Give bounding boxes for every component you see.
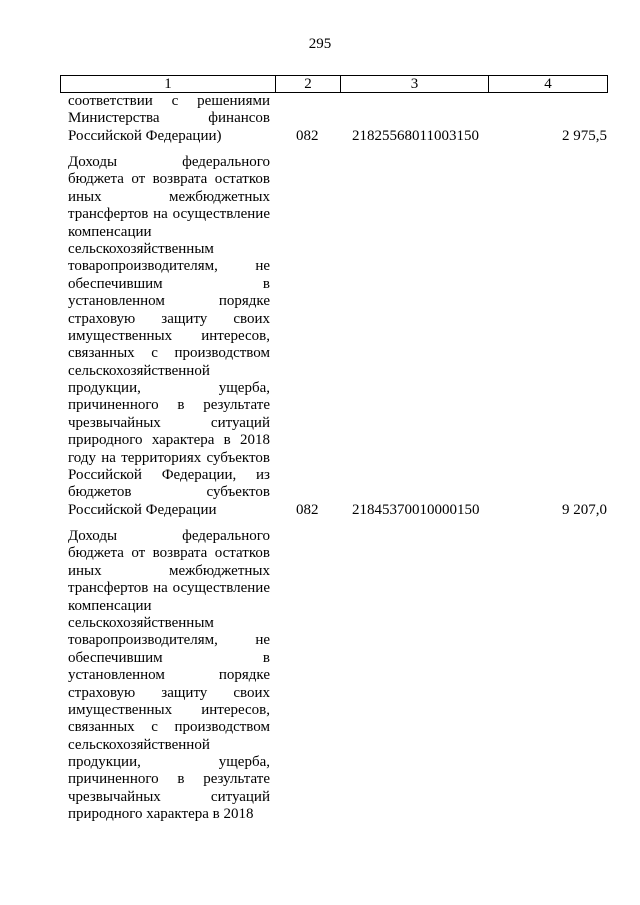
description-line: товаропроизводителям, не (68, 258, 270, 275)
description-line: компенсации (68, 223, 152, 240)
description-line: связанных с производством (68, 719, 270, 736)
description-line: имущественных интересов, (68, 701, 270, 718)
column-header-3: 3 (341, 76, 489, 92)
description-line: установленном порядке (68, 667, 270, 684)
description-line: трансфертов на осуществление (68, 580, 270, 597)
description-line: обеспечившим в (68, 275, 270, 292)
column-header-1: 1 (61, 76, 276, 92)
description-line: страховую защиту своих (68, 310, 270, 327)
description-line: продукции, ущерба, (68, 380, 270, 397)
table-header (60, 75, 608, 93)
description-line: установленном порядке (68, 293, 270, 310)
description-line: Доходы федерального (68, 154, 270, 170)
description-line: компенсации (68, 597, 152, 614)
description-line: сельскохозяйственным (68, 614, 214, 631)
amount: 9 207,0 (562, 502, 607, 518)
description-line: связанных с производством (68, 345, 270, 362)
description-line: бюджетов субъектов (68, 484, 270, 501)
description-line: чрезвычайных ситуаций (68, 788, 270, 805)
description-line: имущественных интересов, (68, 327, 270, 344)
description-line: природного характера в 2018 (68, 806, 254, 823)
description-line: сельскохозяйственной (68, 362, 210, 379)
description-line: продукции, ущерба, (68, 754, 270, 771)
row-description (68, 528, 270, 824)
page-number: 295 (308, 36, 332, 52)
description-line: причиненного в результате (68, 397, 270, 414)
description-line: товаропроизводителям, не (68, 632, 270, 649)
description-line: Доходы федерального (68, 528, 270, 544)
description-line: сельскохозяйственным (68, 240, 214, 257)
budget-classification-code: 21845370010000150 (352, 502, 480, 518)
description-line: страховую защиту своих (68, 684, 270, 701)
description-line: Российской Федерации, из (68, 467, 270, 484)
description-line: соответствии с решениями (68, 93, 270, 109)
description-line: сельскохозяйственной (68, 736, 210, 753)
description-line: чрезвычайных ситуаций (68, 414, 270, 431)
description-line: Российской Федерации) (68, 127, 222, 144)
description-line: природного характера в 2018 (68, 432, 270, 449)
budget-classification-code: 21825568011003150 (352, 128, 479, 144)
column-header-2: 2 (276, 76, 341, 92)
description-line: Министерства финансов (68, 110, 270, 127)
admin-code: 082 (296, 128, 319, 144)
description-line: году на территориях субъектов (68, 449, 270, 466)
description-line: обеспечившим в (68, 649, 270, 666)
description-line: бюджета от возврата остатков (68, 545, 270, 562)
description-line: Российской Федерации (68, 501, 217, 518)
description-line: причиненного в результате (68, 771, 270, 788)
amount: 2 975,5 (562, 128, 607, 144)
row-description (68, 93, 270, 145)
row-description (68, 154, 270, 519)
description-line: иных межбюджетных (68, 562, 270, 579)
description-line: бюджета от возврата остатков (68, 171, 270, 188)
admin-code: 082 (296, 502, 319, 518)
column-header-4: 4 (544, 76, 552, 92)
description-line: трансфертов на осуществление (68, 206, 270, 223)
description-line: иных межбюджетных (68, 188, 270, 205)
